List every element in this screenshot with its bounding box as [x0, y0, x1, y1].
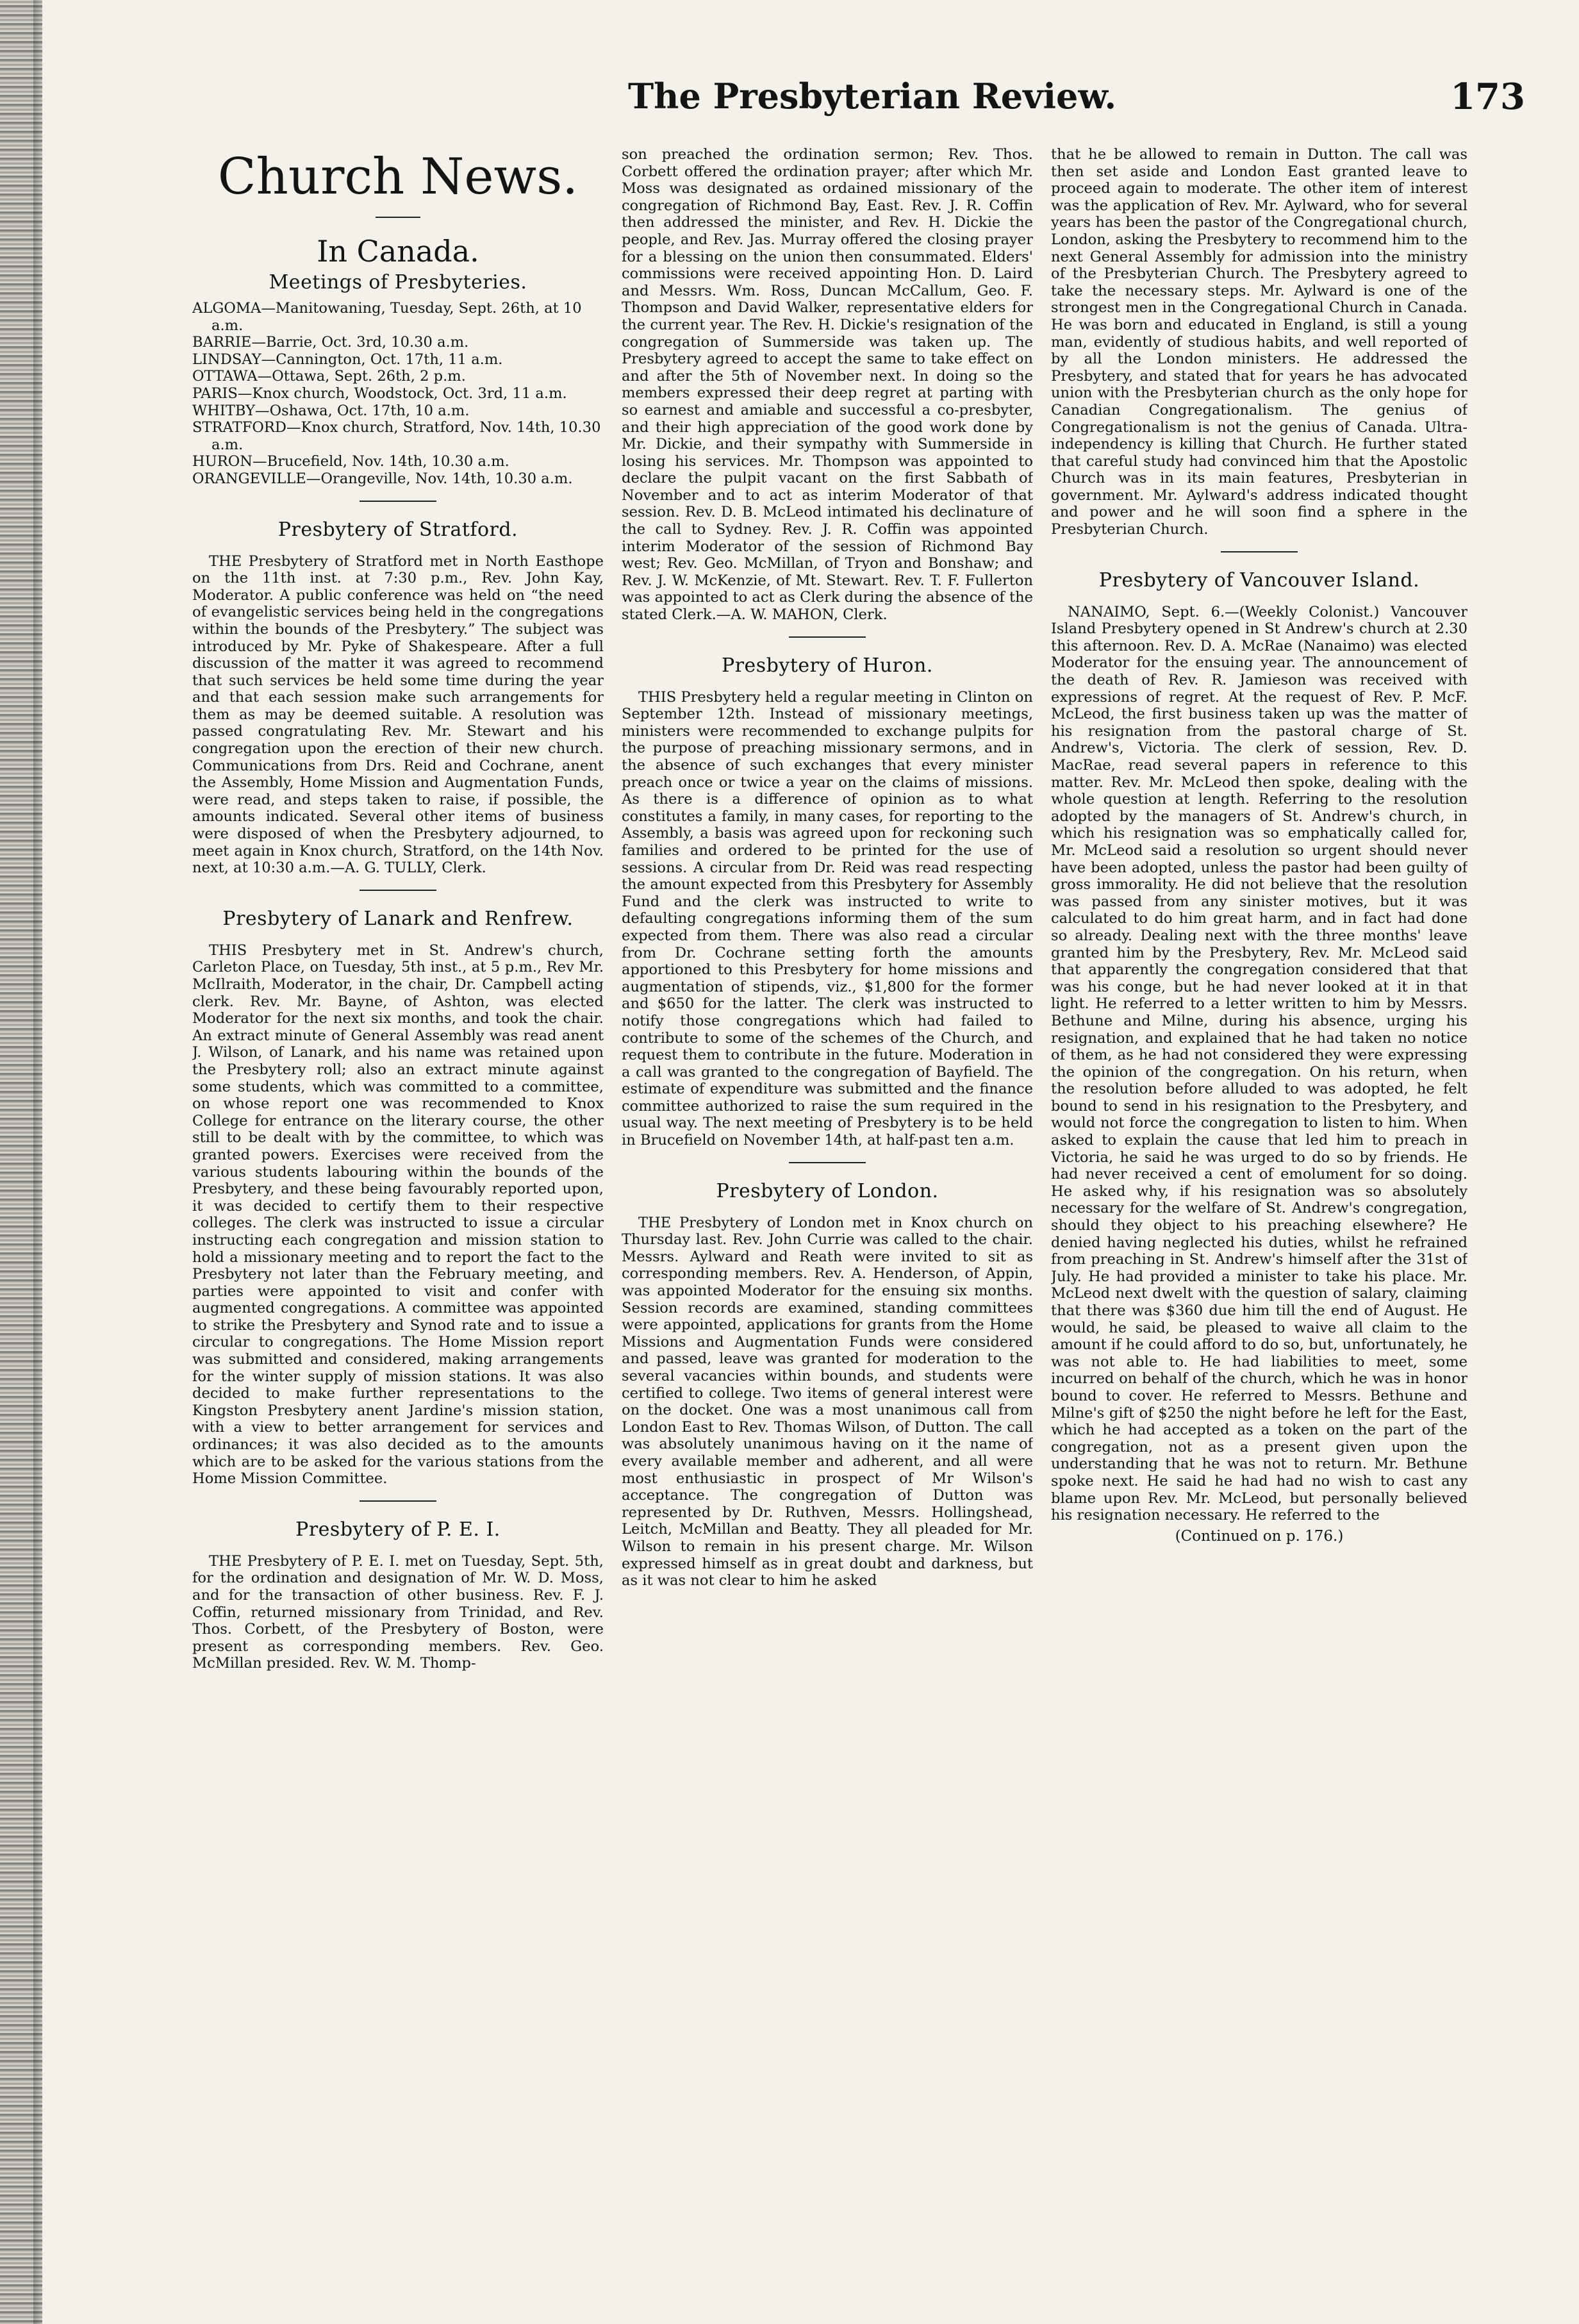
- meeting-entry: LINDSAY—Cannington, Oct. 17th, 11 a.m.: [192, 351, 503, 368]
- continued-note: (Continued on p. 176.): [1175, 1527, 1344, 1545]
- article-heading-pei: Presbytery of P. E. I.: [295, 1518, 500, 1541]
- article-body-stratford: THE Presbytery of Stratford met in North Easthope on the 11th inst. at 7:30 p.m., Rev. John Kay, Moderator. A public conference was held on “the need of evangelistic services being held in the congregations within the bounds of the Presbytery.” The subject was introduced by Mr. Pyke of Shakespeare. After a full discussion of the matter it was agreed to recommend that such services be held some time during the year and that each session make such arrangements for them as may be deemed suitable. A resolution was passed congratulating Rev. Mr. Stewart and his congregation upon the erection of their new church. Communications from Drs. Reid and Cochrane, anent the Assembly, Home Mission and Augmentation Funds, were read, and steps taken to raise, if possible, the amounts indicated. Several other items of business were disposed of when the Presbytery adjourned, to meet again in Knox church, Stratford, on the 14th Nov. next, at 10:30 a.m.—A. G. TULLY, Clerk.: [192, 552, 604, 877]
- page-number: 173: [1450, 76, 1525, 118]
- page-header: [96, 76, 1525, 127]
- article-body-london: THE Presbytery of London met in Knox church on Thursday last. Rev. John Currie was called to the chair. Messrs. Aylward and Reath were invited to sit as corresponding members. Rev. A. Henderson, of Appin, was appointed Moderator for the ensuing six months. Session records are examined, standing committees were appointed, applications for grants from the Home Missions and Augmentation Funds were considered and passed, leave was granted for moderation to the several vacancies within bounds, and students were certified to college. Two items of general interest were on the docket. One was a most unanimous call from London East to Rev. Thomas Wilson, of Dutton. The call was absolutely unanimous having on it the name of every available member and adherent, and all were most enthusiastic in prospect of Mr Wilson's acceptance. The congregation of Dutton was represented by Dr. Ruthven, Messrs. Hollingshead, Leitch, McMillan and Beatty. They all pleaded for Mr. Wilson to remain in his present charge. Mr. Wilson expressed himself as in great doubt and darkness, but as it was not clear to him he asked: [622, 1214, 1033, 1589]
- article-heading-stratford: Presbytery of Stratford.: [277, 518, 518, 541]
- meetings-list: [192, 300, 604, 488]
- article-body-pei-continued: son preached the ordination sermon; Rev. Thos. Corbett offered the ordination prayer; after which Mr. Moss was designated as ordained missionary of the congregation of Richmond Bay, East. Rev. J. R. Coffin then addressed the minister, and Rev. H. Dickie the people, and Rev. Jas. Murray offered the closing prayer for a blessing on the union then consummated. Elders' commissions were received appointing Hon. D. Laird and Messrs. Wm. Ross, Duncan McCallum, Geo. F. Thompson and David Walker, representative elders for the current year. The Rev. H. Dickie's resignation of the congregation of Summerside was taken up. The Presbytery agreed to accept the same to take effect on and after the 5th of November next. In doing so the members expressed their deep regret at parting with so earnest and amiable and successful a co-presbyter, and their high appreciation of the good work done by Mr. Dickie, and their sympathy with Summerside in losing his services. Mr. Thompson was appointed to declare the pulpit vacant on the first Sabbath of November and to act as interim Moderator of that session. Rev. D. B. McLeod intimated his declinature of the call to Sydney. Rev. J. R. Coffin was appointed interim Moderator of the session of Richmond Bay west; Rev. Geo. McMillan, of Tryon and Bonshaw; and Rev. J. W. McKenzie, of Mt. Stewart. Rev. T. F. Fullerton was appointed to act as Clerk during the absence of the stated Clerk.—A. W. MAHON, Clerk.: [622, 146, 1033, 624]
- article-body-london-continued: that he be allowed to remain in Dutton. The call was then set aside and London East granted leave to proceed again to moderate. The other item of interest was the application of Rev. Mr. Aylward, who for several years has been the pastor of the Congregational church, London, asking the Presbytery to recommend him to the next General Assembly for admission into the ministry of the Presbyterian Church. The Presbytery agreed to take the necessary steps. Mr. Aylward is one of the strongest men in the Congregational Church in Canada. He was born and educated in England, is still a young man, evidently of studious habits, and well reported of by all the London ministers. He addressed the Presbytery, and stated that for years he has advocated union with the Presbyterian church as the only hope for Canadian Congregationalism. The genius of Congregationalism is not the genius of Canada. Ultra-independency is killing that Church. He further stated that careful study had convinced him that the Apostolic Church was in its main features, Presbyterian in government. Mr. Aylward's address indicated thought and power and he will soon find a sphere in the Presbyterian Church.: [1051, 146, 1467, 538]
- article-body-pei: THE Presbytery of P. E. I. met on Tuesday, Sept. 5th, for the ordination and designation of Mr. W. D. Moss, and for the transaction of other business. Rev. F. J. Coffin, returned missionary from Trinidad, and Rev. Thos. Corbett, of the Presbytery of Boston, were present as corresponding members. Rev. Geo. McMillan presided. Rev. W. M. Thomp-: [192, 1552, 604, 1672]
- meeting-entry: WHITBY—Oshawa, Oct. 17th, 10 a.m.: [192, 402, 470, 419]
- journal-title: The Presbyterian Review.: [628, 76, 1117, 117]
- column-1: [192, 146, 604, 2280]
- divider: [376, 217, 420, 218]
- subsection-heading: In Canada.: [317, 234, 479, 269]
- meetings-heading: Meetings of Presbyteries.: [269, 271, 527, 294]
- article-heading-huron: Presbytery of Huron.: [722, 654, 933, 677]
- meeting-entry: ALGOMA—Manitowaning, Tuesday, Sept. 26th, at 10 a.m.: [192, 300, 582, 334]
- binding-spine: [0, 0, 42, 2324]
- meeting-entry: STRATFORD—Knox church, Stratford, Nov. 14th, 10.30 a.m.: [192, 419, 601, 453]
- article-body-vancouver: NANAIMO, Sept. 6.—(Weekly Colonist.) Vancouver Island Presbytery opened in St Andrew's church at 2.30 this afternoon. Rev. D. A. McRae (Nanaimo) was elected Moderator for the ensuing year. The announcement of the death of Rev. R. Jamieson was received with expressions of regret. At the request of Rev. P. McF. McLeod, the first business taken up was the matter of his resignation from the pastoral charge of St. Andrew's, Victoria. The clerk of session, Rev. D. MacRae, read several papers in reference to this matter. Rev. Mr. McLeod then spoke, dealing with the whole question at length. Referring to the resolution adopted by the managers of St. Andrew's church, in which his resignation was so emphatically called for, Mr. McLeod said a resolution so urgent should never have been adopted, unless the pastor had been guilty of gross immorality. He did not believe that the resolution was passed from any sinister motives, but it was calculated to do him great harm, and in fact had done so already. Dealing next with the three months' leave granted him by the Presbytery, Rev. Mr. McLeod said that apparently the congregation considered that that was his conge, but he had never looked at it in that light. He referred to a letter written to him by Messrs. Bethune and Milne, during his absence, urging his resignation, and explained that he had taken no notice of them, as he had not considered they were expressing the opinion of the congregation. On his return, when the resolution before alluded to was adopted, he felt bound to send in his resignation to the Presbytery, and would not force the congregation to listen to him. When asked to explain the cause that led him to preach in Victoria, he said he was urged to do so by friends. He had never received a cent of emolument for so doing. He asked why, if his resignation was so absolutely necessary for the welfare of St. Andrew's congregation, should they object to his preaching elsewhere? He denied having neglected his duties, whilst he refrained from preaching in St. Andrew's himself after the 31st of July. He had provided a minister to take his place. Mr. McLeod next dwelt with the question of salary, claiming that there was $360 due him till the end of August. He would, he said, be pleased to waive all claim to the amount if he could afford to do so, but, unfortunately, he was not able to. He had liabilities to meet, some incurred on behalf of the church, which he was in honor bound to cover. He referred to Messrs. Bethune and Milne's gift of $250 the night before he left for the East, which he had accepted as a token on the part of the congregation, not as a present given upon the understanding that he was not to return. Mr. Bethune spoke next. He said he had had no wish to cast any blame upon Rev. Mr. McLeod, but personally believed his resignation necessary. He referred to the: [1051, 603, 1467, 1524]
- divider: [360, 1500, 436, 1502]
- article-heading-london: Presbytery of London.: [716, 1179, 939, 1202]
- divider: [360, 501, 436, 502]
- column-2: [622, 146, 1033, 2280]
- article-heading-lanark: Presbytery of Lanark and Renfrew.: [222, 907, 574, 930]
- column-3: [1051, 146, 1467, 2280]
- divider: [789, 636, 866, 638]
- meeting-entry: OTTAWA—Ottawa, Sept. 26th, 2 p.m.: [192, 368, 466, 385]
- article-body-huron: THIS Presbytery held a regular meeting in Clinton on September 12th. Instead of missionary meetings, ministers were recommended to exchange pulpits for the purpose of preaching missionary sermons, and in the absence of such exchanges that every minister preach once or twice a year on the claims of missions. As there is a difference of opinion as to what constitutes a family, in many cases, for reporting to the Assembly, a basis was agreed upon for reckoning such families and ordered to be printed for the use of sessions. A circular from Dr. Reid was read respecting the amount expected from this Presbytery for Assembly Fund and the clerk was instructed to write to defaulting congregations informing them of the sum expected from them. There was also read a circular from Dr. Cochrane setting forth the amounts apportioned to this Presbytery for home missions and augmentation of stipends, viz., $1,800 for the former and $650 for the latter. The clerk was instructed to notify those congregations which had failed to contribute to some of the schemes of the Church, and request them to contribute in the future. Moderation in a call was granted to the congregation of Bayfield. The estimate of expenditure was submitted and the finance committee authorized to raise the sum required in the usual way. The next meeting of Presbytery is to be held in Brucefield on November 14th, at half-past ten a.m.: [622, 688, 1033, 1149]
- meeting-entry: HURON—Brucefield, Nov. 14th, 10.30 a.m.: [192, 453, 509, 470]
- meeting-entry: PARIS—Knox church, Woodstock, Oct. 3rd, 11 a.m.: [192, 385, 567, 402]
- meeting-entry: BARRIE—Barrie, Oct. 3rd, 10.30 a.m.: [192, 334, 469, 351]
- divider: [360, 890, 436, 891]
- meeting-entry: ORANGEVILLE—Orangeville, Nov. 14th, 10.30 a.m.: [192, 470, 573, 487]
- article-heading-vancouver: Presbytery of Vancouver Island.: [1098, 569, 1420, 592]
- article-body-lanark: THIS Presbytery met in St. Andrew's church, Carleton Place, on Tuesday, 5th inst., at 5 p.m., Rev Mr. McIlraith, Moderator, in the chair, Dr. Campbell acting clerk. Rev. Mr. Bayne, of Ashton, was elected Moderator for the next six months, and took the chair. An extract minute of General Assembly was read anent J. Wilson, of Lanark, and his name was retained upon the Presbytery roll; also an extract minute against some students, which was committed to a committee, on whose report one was recommended to Knox College for entrance on the literary course, the other still to be dealt with by the committee, to which was granted powers. Exercises were received from the various students labouring within the bounds of the Presbytery, and these being favourably reported upon, it was decided to certify them to their respective colleges. The clerk was instructed to issue a circular instructing each congregation and mission station to hold a missionary meeting and to report the fact to the Presbytery not later than the February meeting, and parties were appointed to visit and confer with augmented congregations. A committee was appointed to strike the Presbytery and Synod rate and to issue a circular to congregations. The Home Mission report was submitted and considered, making arrangements for the winter supply of mission stations. It was also decided to make further representations to the Kingston Presbytery anent Jardine's mission station, with a view to better arrangement for services and ordinances; it was also decided as to the amounts which are to be asked for the various stations from the Home Mission Committee.: [192, 942, 604, 1488]
- divider: [1221, 551, 1298, 552]
- section-heading: Church News.: [217, 148, 579, 206]
- divider: [789, 1162, 866, 1163]
